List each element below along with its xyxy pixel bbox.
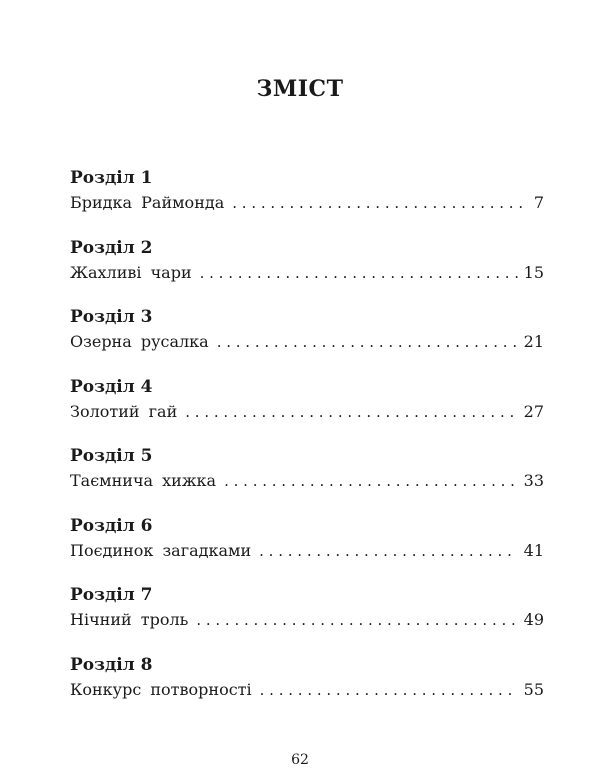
chapter-title: Конкурс потворності bbox=[70, 679, 252, 699]
chapter-heading: Розділ 6 bbox=[70, 515, 153, 536]
dot-leader bbox=[224, 469, 518, 493]
toc-line[interactable] bbox=[70, 191, 544, 215]
chapter-page-number: 49 bbox=[523, 610, 544, 629]
chapter-heading: Розділ 8 bbox=[70, 654, 153, 675]
toc-entry bbox=[70, 444, 544, 514]
dot-leader bbox=[196, 608, 517, 632]
chapter-page-number: 7 bbox=[533, 193, 544, 212]
dot-leader bbox=[259, 539, 518, 563]
toc-entry bbox=[70, 375, 544, 445]
chapter-page-number: 27 bbox=[523, 401, 544, 421]
chapter-page-number: 55 bbox=[523, 679, 544, 699]
chapter-title: Жахливі чари bbox=[70, 262, 192, 282]
chapter-title: Нічний троль bbox=[70, 610, 189, 629]
toc-line[interactable] bbox=[70, 400, 544, 424]
chapter-title: Таємнича хижка bbox=[70, 471, 217, 490]
toc-line[interactable] bbox=[70, 469, 544, 493]
chapter-title: Озерна русалка bbox=[70, 332, 209, 351]
toc-line[interactable] bbox=[70, 261, 544, 285]
toc-line[interactable] bbox=[70, 539, 544, 563]
dot-leader bbox=[217, 330, 518, 354]
chapter-page-number: 33 bbox=[523, 471, 544, 490]
page-number: 62 bbox=[291, 752, 309, 768]
chapter-heading: Розділ 4 bbox=[70, 376, 153, 397]
chapter-page-number: 41 bbox=[523, 540, 544, 560]
toc-entry bbox=[70, 514, 544, 584]
chapter-title: Поєдинок загадками bbox=[70, 540, 252, 560]
toc-line[interactable] bbox=[70, 330, 544, 354]
table-of-contents bbox=[70, 166, 544, 722]
page-title: ЗМІСТ bbox=[256, 76, 344, 102]
dot-leader bbox=[200, 261, 518, 285]
toc-entry bbox=[70, 653, 544, 723]
chapter-heading: Розділ 5 bbox=[70, 446, 153, 466]
chapter-heading: Розділ 7 bbox=[70, 585, 153, 605]
dot-leader bbox=[260, 678, 518, 702]
toc-entry bbox=[70, 583, 544, 653]
chapter-page-number: 21 bbox=[523, 332, 544, 351]
toc-entry bbox=[70, 236, 544, 306]
dot-leader bbox=[232, 191, 528, 215]
toc-entry bbox=[70, 305, 544, 375]
chapter-heading: Розділ 1 bbox=[70, 168, 153, 188]
chapter-page-number: 15 bbox=[523, 262, 544, 282]
chapter-heading: Розділ 3 bbox=[70, 307, 153, 327]
chapter-title: Бридка Раймонда bbox=[70, 193, 225, 212]
toc-line[interactable] bbox=[70, 678, 544, 702]
toc-line[interactable] bbox=[70, 608, 544, 632]
chapter-heading: Розділ 2 bbox=[70, 237, 153, 258]
toc-entry bbox=[70, 166, 544, 236]
dot-leader bbox=[185, 400, 517, 424]
chapter-title: Золотий гай bbox=[70, 401, 178, 421]
